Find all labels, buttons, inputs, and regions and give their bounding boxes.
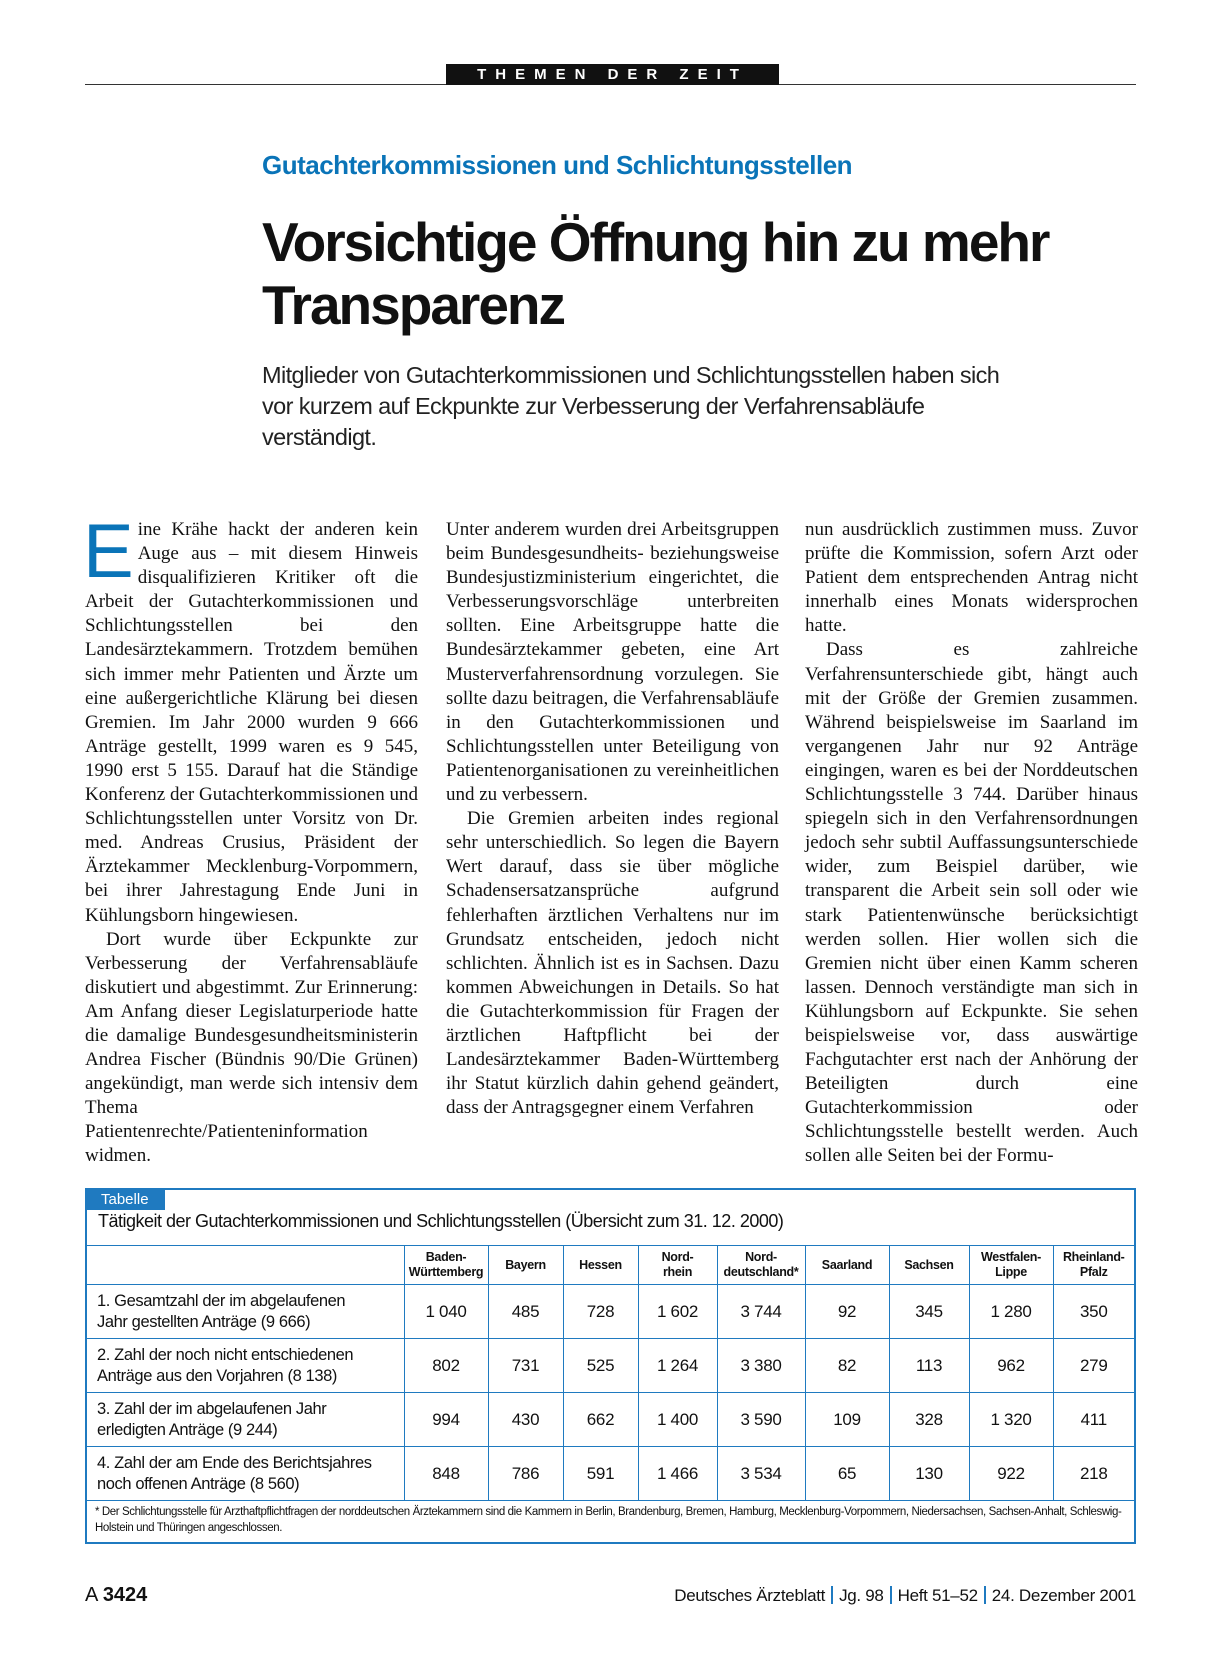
body-column-1 <box>83 509 418 1169</box>
journal-name: Deutsches Ärzteblatt <box>674 1586 826 1605</box>
drop-cap: E <box>83 509 134 594</box>
table-header-cell: Bayern <box>488 1246 563 1285</box>
table-cell: 1 040 <box>404 1285 488 1339</box>
article-headline: Vorsichtige Öffnung hin zu mehr Transparenz <box>262 211 1049 336</box>
paragraph: Dort wurde über Eckpunkte zur Verbesserung der Verfahrensabläufe diskutiert und abgestimmt. Zur Erinnerung: Am Anfang dieser Legislaturperiode hatte die damalige Bundesgesundheitsministerin Andrea Fischer (Bündnis 90/Die Grünen) angekündigt, man werde sich intensiv dem Thema Patientenrechte/Patienteninformation widmen. <box>85 928 418 1167</box>
table-cell: 3 744 <box>717 1285 805 1339</box>
table-cell: 411 <box>1053 1393 1134 1447</box>
article-lead: Mitglieder von Gutachterkommissionen und Schlichtungsstellen haben sich vor kurzem auf Eckpunkte zur Verbesserung der Verfahrensabläufe verständigt. <box>262 362 1000 450</box>
table-cell: 1 280 <box>969 1285 1053 1339</box>
table-cell: 3 590 <box>717 1393 805 1447</box>
table-cell: 3 380 <box>717 1339 805 1393</box>
table-cell: 113 <box>889 1339 969 1393</box>
table-cell: 1 320 <box>969 1393 1053 1447</box>
page-prefix: A <box>85 1584 98 1606</box>
table-row <box>87 1339 1134 1393</box>
table-header-cell: Nord- deutschland* <box>717 1246 805 1285</box>
table-cell: 922 <box>969 1447 1053 1501</box>
footer-info <box>674 1586 1136 1606</box>
table-cell: 350 <box>1053 1285 1134 1339</box>
table-cell: 345 <box>889 1285 969 1339</box>
table-cell: 92 <box>805 1285 889 1339</box>
paragraph: Dass es zahlreiche Verfahrensunterschiede gibt, hängt auch mit der Größe der Gremien zusammen. Während beispielsweise im Saarland im vergangenen Jahr nur 92 Anträge eingingen, waren es bei der Norddeutschen Schlichtungsstelle 3 744. Darüber hinaus spiegeln sich in den Verfahrensordnungen jedoch sehr subtil Auffassungsunterschiede wider, zum Beispiel darüber, wie transparent die Arbeit sein soll oder wie stark Patientenwünsche berücksichtigt werden sollen. Hier wollen sich die Gremien nicht über einen Kamm scheren lassen. Dennoch verständigte man sich in Kühlungsborn auf Eckpunkte. Sie sehen beispielsweise vor, dass auswärtige Fachgutachter erst nach der Anhörung der Beteiligten durch eine Gutachterkommission oder Schlichtungsstelle bestellt werden. Auch sollen alle Seiten bei der Formu- <box>805 639 1138 1167</box>
row-label: 2. Zahl der noch nicht entschiedenen Anträge aus den Vorjahren (8 138) <box>87 1339 404 1393</box>
table-cell: 731 <box>488 1339 563 1393</box>
table-cell: 82 <box>805 1339 889 1393</box>
table-header-row <box>87 1246 1134 1285</box>
table-cell: 848 <box>404 1447 488 1501</box>
table-cell: 802 <box>404 1339 488 1393</box>
table-footnote: * Der Schlichtungsstelle für Arzthaftpflichtfragen der norddeutschen Ärztekammern sind die Kammern in Berlin, Brandenburg, Bremen, Hamburg, Mecklenburg-Vorpommern, Niedersachsen, Sachsen-Anhalt, Schleswig-Holstein und Thüringen angeschlossen. <box>95 1506 1122 1534</box>
row-label: 3. Zahl der im abgelaufenen Jahr erledigten Anträge (9 244) <box>87 1393 404 1447</box>
table-cell: 279 <box>1053 1339 1134 1393</box>
table-header-empty <box>87 1246 404 1285</box>
table-cell: 1 466 <box>638 1447 717 1501</box>
table-header-cell: Sachsen <box>889 1246 969 1285</box>
separator <box>890 1586 892 1604</box>
table-cell: 962 <box>969 1339 1053 1393</box>
journal-date: 24. Dezember 2001 <box>991 1586 1136 1605</box>
journal-issue: Heft 51–52 <box>897 1586 978 1605</box>
table-header-cell: Saarland <box>805 1246 889 1285</box>
table-cell: 786 <box>488 1447 563 1501</box>
table-cell: 109 <box>805 1393 889 1447</box>
table-cell: 328 <box>889 1393 969 1447</box>
table-cell: 591 <box>563 1447 638 1501</box>
table-row <box>87 1393 1134 1447</box>
table-cell: 525 <box>563 1339 638 1393</box>
row-label: 4. Zahl der am Ende des Berichtsjahres noch offenen Anträge (8 560) <box>87 1447 404 1501</box>
article-kicker: Gutachterkommissionen und Schlichtungsstellen <box>262 150 853 180</box>
row-label: 1. Gesamtzahl der im abgelaufenen Jahr gestellten Anträge (9 666) <box>87 1285 404 1339</box>
table-cell: 994 <box>404 1393 488 1447</box>
table-title: Tätigkeit der Gutachterkommissionen und Schlichtungsstellen (Übersicht zum 31. 12. 2000) <box>98 1211 784 1231</box>
paragraph: Die Gremien arbeiten indes regional sehr unterschiedlich. So legen die Bayern Wert darauf, dass sie über mögliche Schadensersatzansprüche aufgrund fehlerhaften ärztlichen Verhaltens nur im Grundsatz entscheiden, jedoch nicht schlichten. Ähnlich ist es in Sachsen. Dazu kommen Abweichungen in Details. So hat die Gutachterkommission für Fragen der ärztlichen Haftpflicht bei der Landesärztekammer Baden-Württemberg ihr Statut kürzlich dahin gehend geändert, dass der Antragsgegner einem Verfahren <box>446 808 779 1119</box>
body-column-3 <box>805 518 1138 1169</box>
table-cell: 485 <box>488 1285 563 1339</box>
table-row <box>87 1447 1134 1501</box>
table-cell: 130 <box>889 1447 969 1501</box>
paragraph: Unter anderem wurden drei Arbeitsgruppen beim Bundesgesundheits- beziehungsweise Bundesjustizministerium eingerichtet, die Verbesserungsvorschläge unterbreiten sollten. Eine Arbeitsgruppe hatte die Bundesärztekammer gebeten, eine Art Musterverfahrensordnung vorzulegen. Sie sollte dazu beitragen, die Verfahrensabläufe in den Gutachterkommissionen und Schlichtungsstellen unter Beteiligung von Patientenorganisationen zu vereinheitlichen und zu verbessern. <box>446 519 779 806</box>
table-header-cell: Rheinland- Pfalz <box>1053 1246 1134 1285</box>
table-header-cell: Baden- Württemberg <box>404 1246 488 1285</box>
table-header-cell: Nord- rhein <box>638 1246 717 1285</box>
table-cell: 65 <box>805 1447 889 1501</box>
table-tag: Tabelle <box>87 1190 165 1210</box>
table-cell: 1 400 <box>638 1393 717 1447</box>
table-cell: 1 602 <box>638 1285 717 1339</box>
separator <box>984 1586 986 1604</box>
section-label: THEMEN DER ZEIT <box>446 64 779 85</box>
paragraph <box>83 509 418 928</box>
paragraph-text: ine Krähe hackt der anderen kein Auge aus – mit diesem Hinweis disqualifizieren Kritiker oft die Arbeit der Gutachterkommissionen und Schlichtungsstellen bei den Landesärztekammern. Trotzdem bemühen sich immer mehr Patienten und Ärzte um eine außergerichtliche Klärung bei diesen Gremien. Im Jahr 2000 wurden 9 666 Anträge gestellt, 1999 waren es 9 545, 1990 erst 5 155. Darauf hat die Ständige Konferenz der Gutachterkommissionen und Schlichtungsstellen unter Vorsitz von Dr. med. Andreas Crusius, Präsident der Ärztekammer Mecklenburg-Vorpommern, bei ihrer Jahrestagung Ende Juni in Kühlungsborn hingewiesen. <box>85 519 418 926</box>
table-cell: 430 <box>488 1393 563 1447</box>
table-row <box>87 1285 1134 1339</box>
page-number-value: 3424 <box>102 1584 148 1606</box>
data-table <box>87 1245 1134 1501</box>
table-cell: 662 <box>563 1393 638 1447</box>
body-column-2 <box>446 518 779 1120</box>
table-header-cell: Westfalen- Lippe <box>969 1246 1053 1285</box>
page-number <box>85 1584 147 1607</box>
table-cell: 728 <box>563 1285 638 1339</box>
paragraph: nun ausdrücklich zustimmen muss. Zuvor prüfte die Kommission, sofern Arzt oder Patient dem entsprechenden Antrag nicht innerhalb eines Monats widersprochen hatte. <box>805 519 1138 637</box>
table-header-cell: Hessen <box>563 1246 638 1285</box>
separator <box>831 1586 833 1604</box>
table-cell: 1 264 <box>638 1339 717 1393</box>
table-cell: 218 <box>1053 1447 1134 1501</box>
journal-volume: Jg. 98 <box>839 1586 884 1605</box>
table-cell: 3 534 <box>717 1447 805 1501</box>
